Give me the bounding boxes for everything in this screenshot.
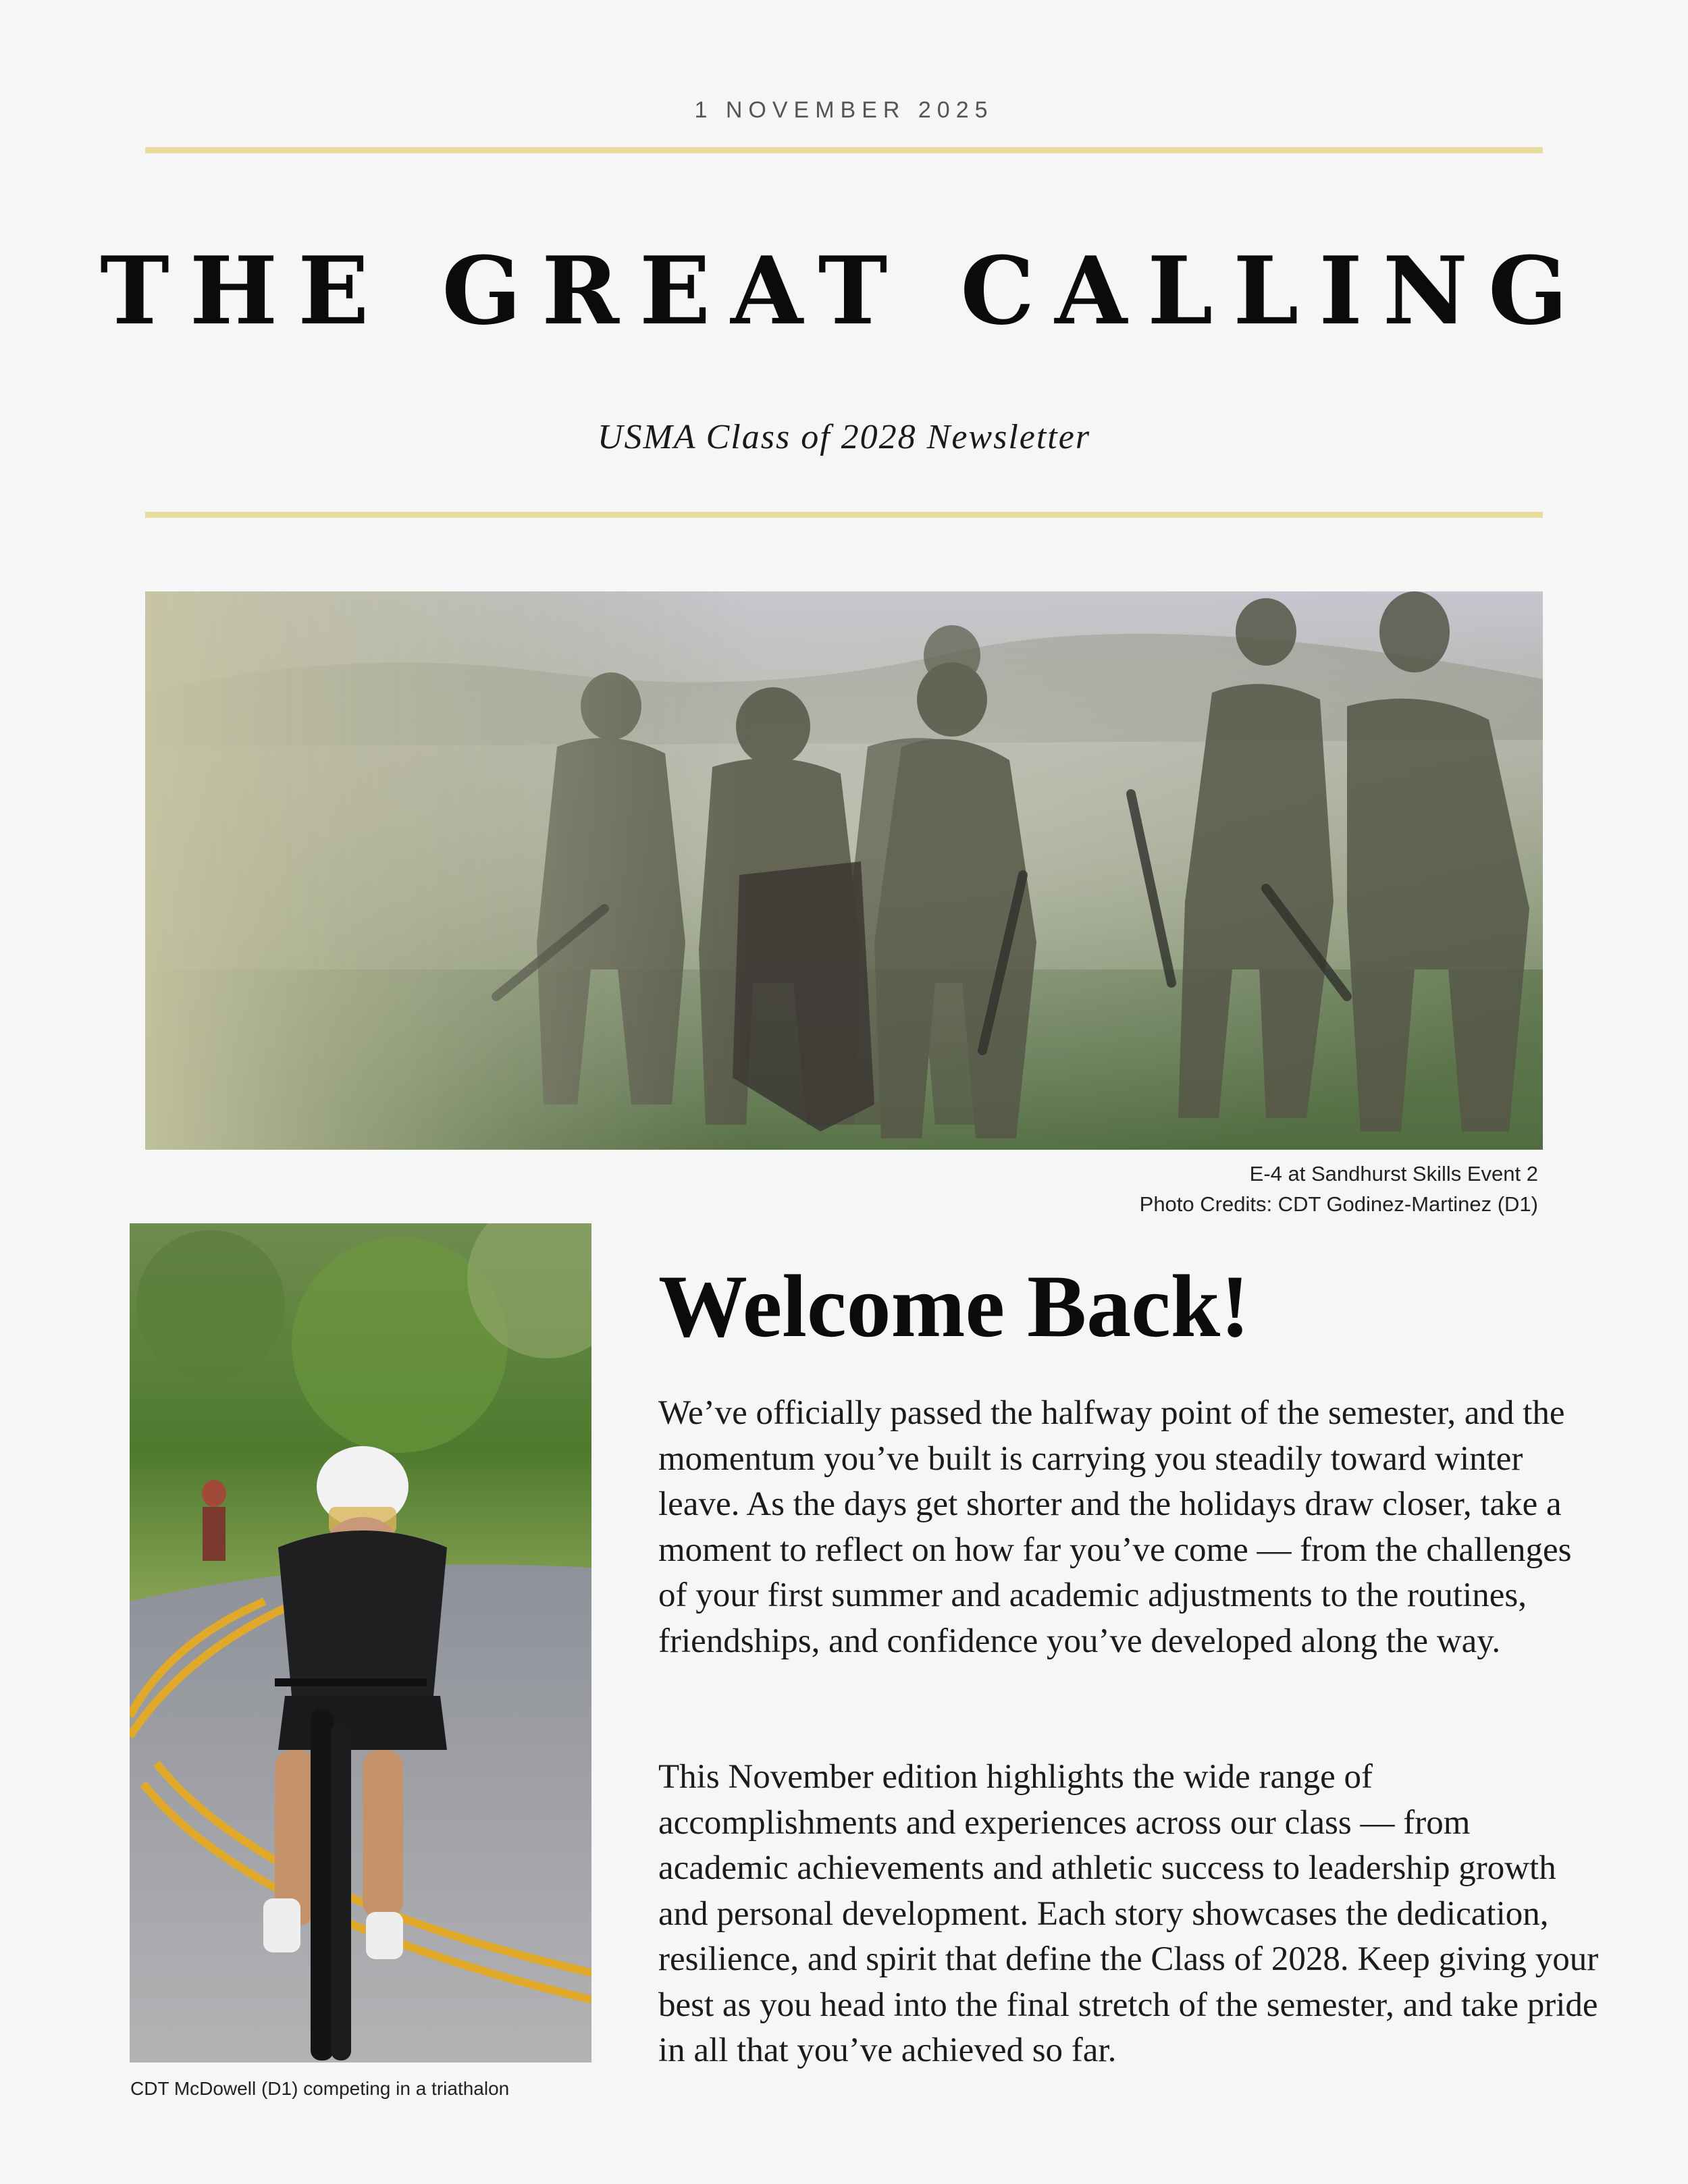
newsletter-subtitle: USMA Class of 2028 Newsletter (597, 418, 1091, 456)
hero-photo (145, 591, 1543, 1150)
triathlon-photo-caption: CDT McDowell (D1) competing in a triathalon (130, 2078, 510, 2099)
hero-photo-caption (1140, 1158, 1538, 1219)
issue-date: 1 NOVEMBER 2025 (694, 97, 994, 123)
hero-caption-credit: Photo Credits: CDT Godinez-Martinez (D1) (1139, 1192, 1538, 1216)
header-bottom-divider (145, 512, 1543, 518)
newsletter-title: THE GREAT CALLING (100, 236, 1588, 346)
triathlon-photo (130, 1223, 591, 2062)
article-paragraph-1: We’ve officially passed the halfway point of the semester, and the momentum you’ve built is carrying you steadily toward winter leave. As the days get shorter and the holidays draw closer, take a moment to reflect on how far you’ve come — from the challenges of your first summer and academic adjustments to the routines, friendships, and confidence you’ve developed along the way. (658, 1394, 1572, 1660)
article-heading: Welcome Back! (658, 1256, 1250, 1356)
article-paragraph-2: This November edition highlights the wide range of accomplishments and experiences across our class — from academic achievements and athletic success to leadership growth and personal development. Each story showcases the dedication, resilience, and spirit that define the Class of 2028. Keep giving your best as you head into the final stretch of the semester, and take pride in all that you’ve achieved so far. (658, 1758, 1599, 2069)
top-divider (145, 147, 1543, 153)
hero-caption-event: E-4 at Sandhurst Skills Event 2 (1249, 1162, 1538, 1186)
